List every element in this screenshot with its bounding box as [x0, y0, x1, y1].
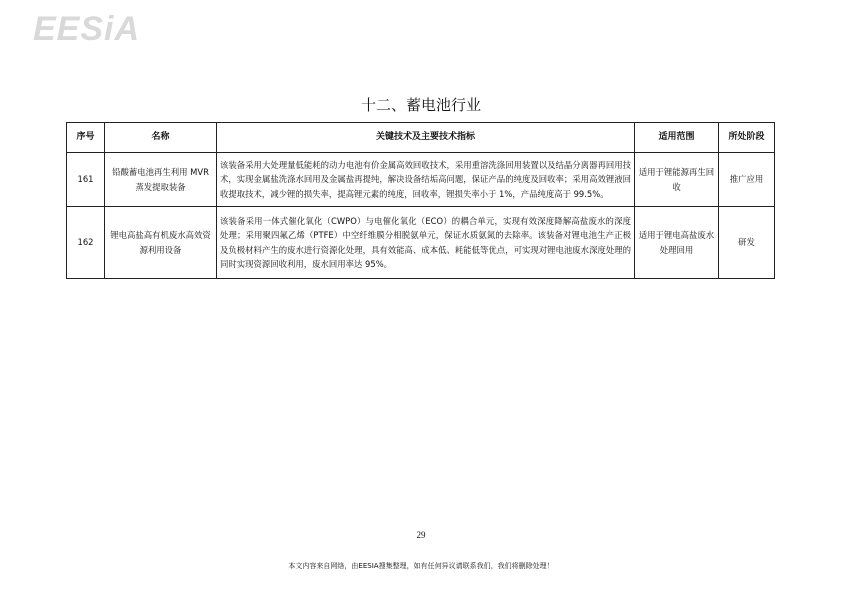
- row-description: 该装备采用一体式催化氧化（CWPO）与电催化氧化（ECO）的耦合单元，实现有效深度降解高盐废水的深度处理；采用聚四氟乙烯（PTFE）中空纤维膜分相脱氨单元，保证水质氨氮的去除率。该装备对锂电池生产正极及负极材料产生的废水进行资源化处理，具有效能高、成本低、耗能低等优点，可实现对锂电池废水深度处理的同时实现资源回收利用，废水回用率达 95%。: [217, 207, 635, 279]
- header-stage: 所处阶段: [719, 123, 775, 153]
- page-number: 29: [416, 530, 426, 540]
- table-row: [67, 207, 775, 279]
- row-stage: 推广应用: [719, 153, 775, 207]
- header-serial: 序号: [67, 123, 105, 153]
- row-serial: 161: [67, 153, 105, 207]
- footer-disclaimer: 本文内容来自网络，由EESIA搜集整理，如有任何异议请联系我们，我们将删除处理！: [288, 562, 554, 570]
- header-key-tech: 关键技术及主要技术指标: [217, 123, 635, 153]
- row-scope: 适用于锂能源再生回收: [635, 153, 719, 207]
- row-scope: 适用于锂电高盐废水处理回用: [635, 207, 719, 279]
- row-description: 该装备采用大处理量低能耗的动力电池有价金属高效回收技术，采用重溶洗涤回用装置以及结晶分离器再回用技术，实现金属盐洗涤水回用及金属盐再提纯，解决设备结垢高问题，保证产品的纯度及回收率；采用高效锂液回收提取技术，减少锂的损失率，提高锂元素的纯度，回收率，锂损失率小于 1%，产品纯度高于 99.5%。: [217, 153, 635, 207]
- row-name: 铅酸蓄电池再生利用 MVR 蒸发提取装备: [105, 153, 217, 207]
- row-name: 锂电高盐高有机废水高效资源利用设备: [105, 207, 217, 279]
- table-header-row: [67, 123, 775, 153]
- header-name: 名称: [105, 123, 217, 153]
- table-row: [67, 153, 775, 207]
- row-stage: 研发: [719, 207, 775, 279]
- row-serial: 162: [67, 207, 105, 279]
- section-title: 十二、蓄电池行业: [360, 96, 481, 114]
- header-scope: 适用范围: [635, 123, 719, 153]
- brand-logo: EESiA: [33, 10, 141, 48]
- technology-table: [66, 122, 775, 279]
